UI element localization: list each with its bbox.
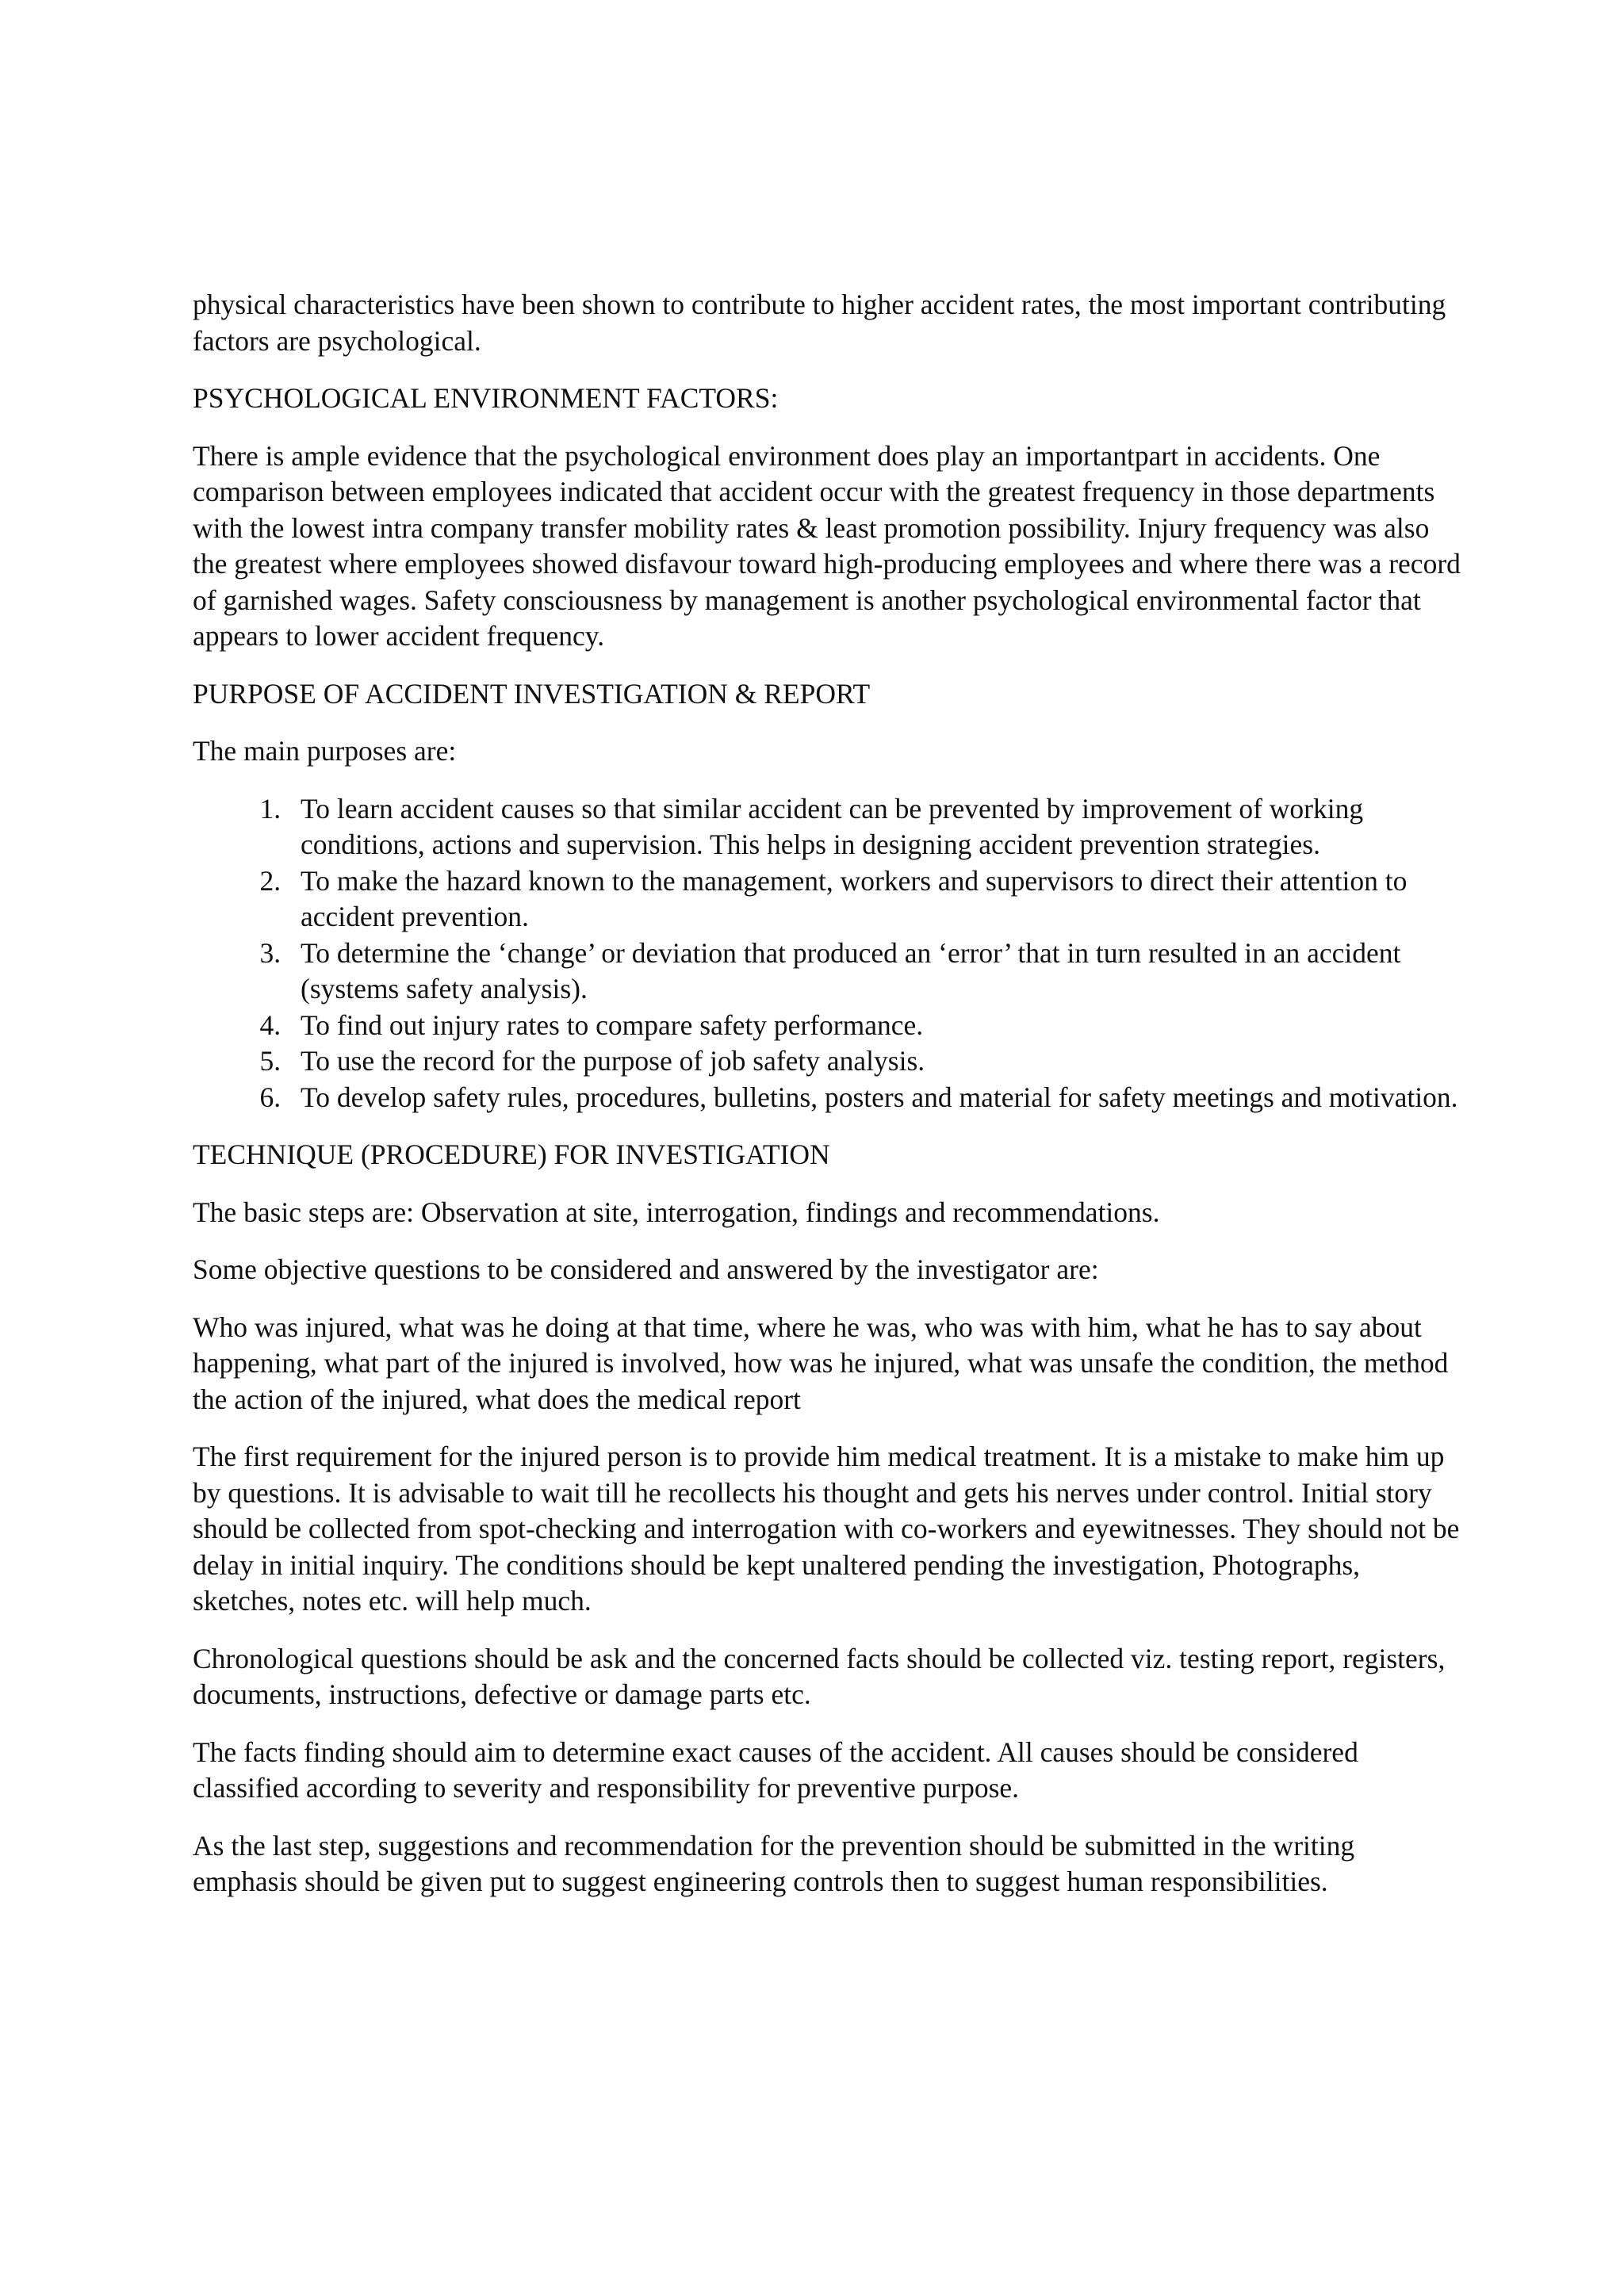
section-heading-technique: TECHNIQUE (PROCEDURE) FOR INVESTIGATION [193, 1138, 830, 1170]
list-item: 4. To find out injury rates to compare safety performance. [288, 1008, 1461, 1044]
list-item: 6. To develop safety rules, procedures, bulletins, posters and material for safety meetings and motivation. [288, 1080, 1461, 1116]
technique-paragraph: The facts finding should aim to determine exact causes of the accident. All causes should be considered classified according to severity and responsibility for preventive purpose. [193, 1735, 1358, 1804]
technique-paragraph: As the last step, suggestions and recommendation for the prevention should be submitted in the writing emphasis should be given put to suggest engineering controls then to suggest human responsibilities. [193, 1829, 1355, 1897]
list-item: 3. To determine the ‘change’ or deviation that produced an ‘error’ that in turn resulted in an accident (systems safety analysis). [288, 936, 1461, 1008]
list-item: 1. To learn accident causes so that similar accident can be prevented by improvement of working conditions, actions and supervision. This helps in designing accident prevention strategies. [288, 791, 1461, 863]
psychological-paragraph: There is ample evidence that the psychological environment does play an importantpart in accidents. One comparison between employees indicated that accident occur with the greatest frequency in those departments with the lowest intra company transfer mobility rates & least promotion possibility. Injury frequency was also the greatest where employees showed disfavour toward high-producing employees and where there was a record of garnished wages. Safety consciousness by management is another psychological environmental factor that appears to lower accident frequency. [193, 439, 1461, 652]
section-heading-psychological: PSYCHOLOGICAL ENVIRONMENT FACTORS: [193, 382, 779, 414]
technique-paragraph: Who was injured, what was he doing at that time, where he was, who was with him, what he has to say about happening, what part of the injured is involved, how was he injured, what was unsafe the condition, the method the action of the injured, what does the medical report [193, 1311, 1449, 1415]
technique-paragraph: The first requirement for the injured person is to provide him medical treatment. It is a mistake to make him up by questions. It is advisable to wait till he recollects his thought and gets his nerves under control. Initial story should be collected from spot-checking and interrogation with co-workers and eyewitnesses. They should not be delay in initial inquiry. The conditions should be kept unaltered pending the investigation, Photographs, sketches, notes etc. will help much. [193, 1441, 1460, 1617]
section-heading-purpose: PURPOSE OF ACCIDENT INVESTIGATION & REPORT [193, 677, 871, 710]
list-item: 5. To use the record for the purpose of job safety analysis. [288, 1043, 1461, 1080]
page-content [193, 287, 1461, 1922]
technique-paragraph: The basic steps are: Observation at site, interrogation, findings and recommendations. [193, 1196, 1160, 1228]
purpose-list [193, 791, 1461, 1116]
technique-paragraph: Chronological questions should be ask and the concerned facts should be collected viz. testing report, registers, documents, instructions, defective or damage parts etc. [193, 1642, 1446, 1710]
purpose-intro: The main purposes are: [193, 735, 457, 767]
technique-paragraph: Some objective questions to be considered and answered by the investigator are: [193, 1253, 1099, 1285]
opening-paragraph: physical characteristics have been shown to contribute to higher accident rates, the most important contributing factors are psychological. [193, 289, 1446, 357]
list-item: 2. To make the hazard known to the management, workers and supervisors to direct their attention to accident prevention. [288, 863, 1461, 936]
